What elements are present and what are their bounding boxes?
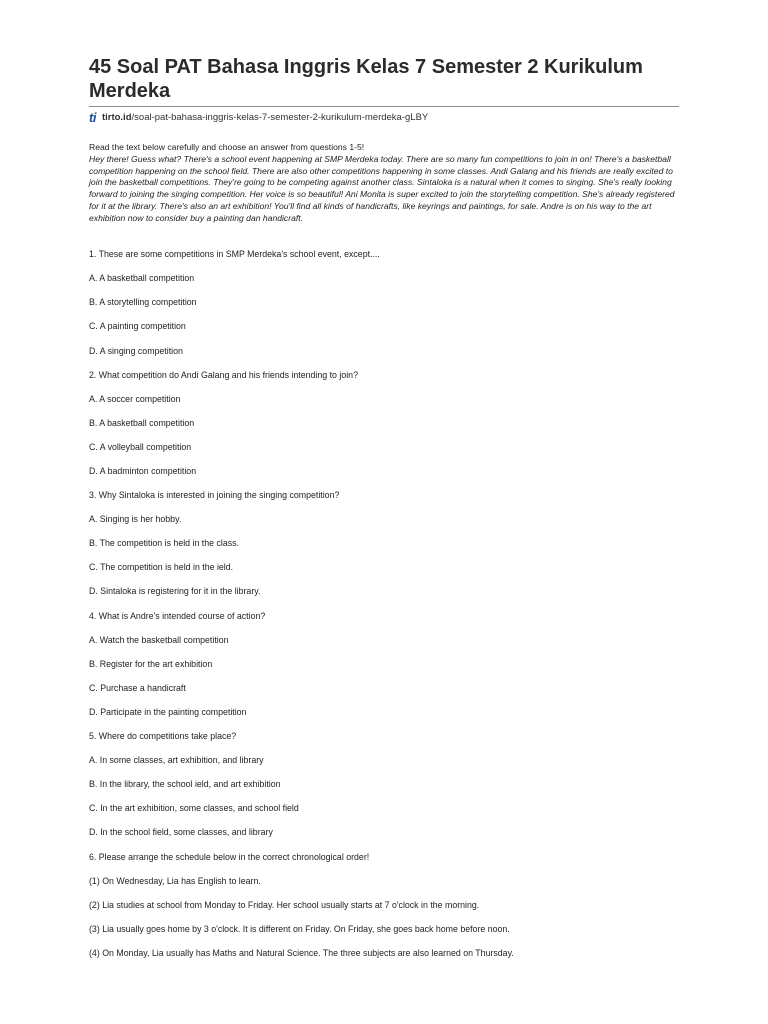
source-path: /soal-pat-bahasa-inggris-kelas-7-semester-2-kurikulum-merdeka-gLBY [131,111,429,123]
option-5d: D. In the school field, some classes, and library [89,827,273,837]
option-4c: C. Purchase a handicraft [89,683,186,693]
option-5b: B. In the library, the school ield, and art exhibition [89,779,281,789]
page-title: 45 Soal PAT Bahasa Inggris Kelas 7 Semester 2 Kurikulum Merdeka [89,56,643,102]
source-domain: tirto.id [101,111,132,123]
tirto-logo-icon: ti [89,109,96,125]
question-3: 3. Why Sintaloka is interested in joining the singing competition? [89,490,340,500]
title-divider [89,106,679,107]
option-1d: D. A singing competition [89,346,183,356]
schedule-item-1: (1) On Wednesday, Lia has English to learn. [89,876,261,886]
option-1a: A. A basketball competition [89,273,195,283]
source-line[interactable] [89,110,428,124]
question-5: 5. Where do competitions take place? [89,731,237,741]
story-text: Hey there! Guess what? There's a school event happening at SMP Merdeka today. There are so many fun competitions to join in on! There's a basketball competition happening on the school field. There are also other competitions happening in some classes. Andi Galang and his friends are really excited to join the basketball competitions. They're going to be competing against another class. Sintaloka is a natural when it comes to singing. She's really looking forward to joining the singing competition. Her voice is so beautiful! Ani Monita is super excited to join the storytelling competition. She's already registered for it at the library. There's also an art exhibition! You'll find all kinds of handicrafts, like keyrings and paintings, for sale. Andre is on his way to the art exhibition now to consider buy a painting dan handicraft. [89,153,675,223]
option-2a: A. A soccer competition [89,394,181,404]
option-4d: D. Participate in the painting competition [89,707,247,717]
option-1b: B. A storytelling competition [89,297,197,307]
schedule-item-2: (2) Lia studies at school from Monday to Friday. Her school usually starts at 7 o'clock in the morning. [89,900,480,910]
question-2: 2. What competition do Andi Galang and his friends intending to join? [89,370,358,380]
instruction-text: Read the text below carefully and choose an answer from questions 1-5! [89,142,365,152]
option-3d: D. Sintaloka is registering for it in the library. [89,586,261,596]
option-5a: A. In some classes, art exhibition, and library [89,755,264,765]
reading-passage [89,142,679,225]
option-2b: B. A basketball competition [89,418,195,428]
schedule-item-3: (3) Lia usually goes home by 3 o'clock. It is different on Friday. On Friday, she goes back home before noon. [89,924,510,934]
option-3a: A. Singing is her hobby. [89,514,182,524]
option-5c: C. In the art exhibition, some classes, and school field [89,803,299,813]
question-4: 4. What is Andre's intended course of action? [89,611,266,621]
option-4b: B. Register for the art exhibition [89,659,213,669]
schedule-item-4: (4) On Monday, Lia usually has Maths and Natural Science. The three subjects are also learned on Thursday. [89,948,514,958]
option-2c: C. A volleyball competition [89,442,192,452]
option-1c: C. A painting competition [89,321,186,331]
option-2d: D. A badminton competition [89,466,197,476]
question-6: 6. Please arrange the schedule below in the correct chronological order! [89,852,370,862]
option-3c: C. The competition is held in the ield. [89,562,234,572]
question-1: 1. These are some competitions in SMP Merdeka's school event, except.... [89,249,380,259]
option-3b: B. The competition is held in the class. [89,538,239,548]
option-4a: A. Watch the basketball competition [89,635,229,645]
